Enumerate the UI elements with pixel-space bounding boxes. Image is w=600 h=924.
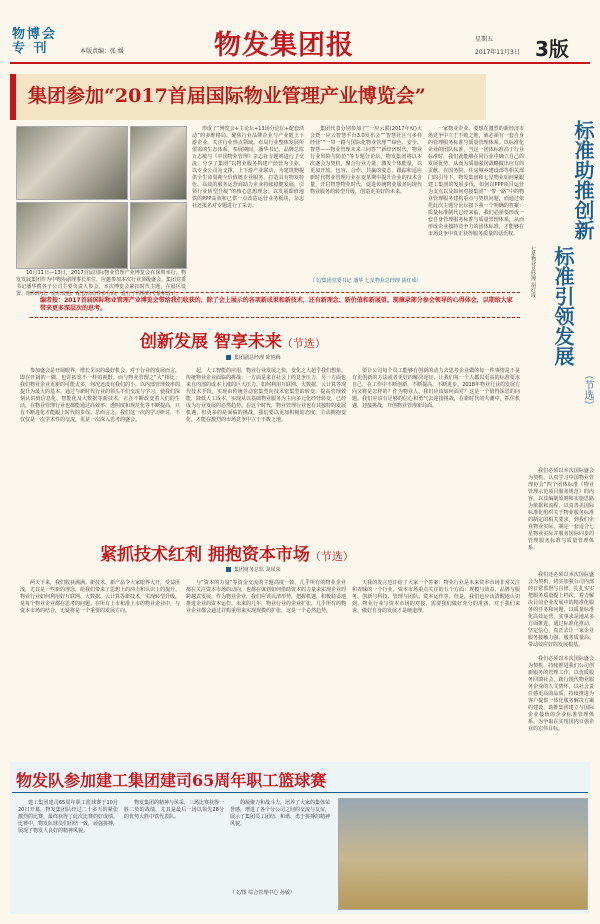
lead-col-3-credit: （文/集团党委书记 潘华 七星物业总经理 胡红成） (310, 278, 422, 284)
abstract-rule-top (30, 292, 520, 293)
weekday: 星期五 (475, 36, 494, 43)
section-b-suffix: （节选） (309, 550, 354, 563)
lead-col-3: 集团代表分别参加了“一应云联(2017年度)大会暨一应云智慧平台3.0发布会”“智慧社区与多样经营”“一带一路与国际化物业管理”“绿色、安全、智慧——物业管理未来三问答”“新经济时代，物业行业风险与防范”等专题分论坛。物发集团将以本次盛会为契机，聚合行业力量，激发个体能量，以更加开放、包容、合作、共赢的姿态，跟踪和适应新时代物业管理行业在变革期中提升企业的技术含量，开启智慧物业时代，促进传统物业服务向现代物业服务的转型升级，创造更美好的未来。 (310, 126, 422, 195)
section-a-byline: 集团副总经理 欧艳梅 (226, 354, 281, 361)
editor-credit: 本版责编：张 媛 (80, 48, 124, 55)
lead-col-4: 一家物业企业，要想在激烈的新经济市场竞争中立于不败之地，就必须有一套自身的管理服务标准与质量管理体系。以标准化企业的团队标准，当这一团体标准高于行业标准时，我们就能够在同行业中确立自己的发展优势，从而为质量强国战略做出应有的贡献。在国务院、住房城乡建设部等相关部门的引导下，物发集团和七星物业如何紧跟建工集团的发展步伐，如何以PPP项目运营为支点以及如何对接集团“一带一路”中的物业管理服务建构重点与契机问题，而通过依托此次主题分论坛接下我一个明确的答案：质量标准制代已经来临，我们必须要形成一套自身管理服务标准与质量管理体系，从而形成企业独特竞争力的团体标准，才能够在市场竞争中真正获得服务质量的话语权。 (428, 126, 524, 237)
section-name: 物博会 专 刊 (12, 27, 58, 56)
section-a-heading (140, 327, 440, 352)
page-number: 3版 (535, 37, 569, 61)
section-b-heading (100, 540, 500, 565)
section-b-col-1: 两天下来，我们收获满满。新技术、新产品令大家眼界大开，受益匪浅，尤其是一些新的理念，给我们带来了思想上的冲击和认识上的提升。物业行业如何利用好互联网、大数据、云计算等新技术，实现转型升级，是每个物业企业都在思考的问题。在所有上市和准上市的物业企业中，与资本市场的结合，无疑将是一个重要的发展方向。 (20, 580, 181, 614)
bottom-rule (12, 792, 588, 793)
bottom-col-3: 的凝聚力和战斗力，培养了大家的集体荣誉感，增进了各个分公司之间的交流与友谊，展示了集团员工团结、和谐、勇于拼搏的精神风貌。 (230, 800, 331, 827)
header-rule (10, 62, 590, 64)
abstract-rule-bottom (30, 317, 520, 318)
section-b-col-3: 天我的发言也许给了大家一个答案：物业行业是未来资本市场非常关注和青睐的一个行业。资本市场重点关注的五个方面：规模与效益、品牌与服务、创新与科技、管理与团队、资本运作等。但是，我们也应该清醒地认识到，物业行业与资本市场的对接，需要我们做好充分的准备，对于我们来说，做好自身的发展才是硬道理。 (352, 580, 520, 614)
section-b-col-2: 与“资本的力量”等资金交流的主题高度一致。几乎所有的物业企业都在关注资本市场的动向，也都在谋划如何借助资本的力量来实现企业的跨越式发展。作为物业企业，我们应该认清形势，把握机遇，积极稳妥地推进企业的资本运作。未来的几年，物业行业的企业扩张，几乎所有的物业企业都会通过并购重组来实现规模的扩张，这是一个必然趋势。 (186, 580, 347, 614)
section-a-suffix: （节选） (281, 337, 326, 350)
bottom-col-1: 建工集团建司65周年职工篮球赛于10月20日开幕。物发集团队经过二十多天的紧张激烈的比赛，最终获得了此次比赛的好成绩。比赛中，物发队球员们团结一致，顽强拼搏，展现了物发人良好的精神风貌。 (18, 800, 119, 834)
basketball-team-photo (338, 798, 588, 910)
section-b-title: 紧抓技术红利 拥抱资本市场 (100, 545, 310, 565)
section-a-col-1: 参加盛会是开阔眼界，增长见识的最好机会。对于行业的发展而言，即在开阔的一隅，也许拓宽不一样的视野。而与物业管理之“大”相比：我们物业企业更新的可能太多，何况还没有我们的小，以内部管理效率的提升为最大的基本。通过与新时代行业的领头羊们交流与学习，使我们深刻认识到信息化、智能化及大数据等新技术，正在不断改变着人们的生活，在物业管理行业也都能通过高效率、透明度和规范化等不断提高，只有不断进化才能跟上时代的步伐。总而言之，我们这一次的学习研讨，不仅仅是一次学术性的交流，更是一次深入思考的盛会。 (20, 368, 181, 423)
bottom-credit: （文/图 综合管理中心 孙敏） (230, 890, 295, 896)
right-subtitle: （节选） (582, 370, 593, 410)
square-bullet-icon (226, 567, 231, 572)
lead-photo-people (130, 126, 187, 200)
square-bullet-icon (226, 355, 231, 360)
section-b-byline: 集团财务总监 龙凤荣 (226, 566, 281, 573)
lead-photo-stage (130, 202, 187, 269)
newspaper-logo: 物发集团报 (214, 30, 354, 61)
right-body-1: 我们必须以本次国际盛会为契机，认真学习中国物业管理协会“四个团体标准《物业管理示范项目服务规范》的内容，以其编制原则和实施思路为依据和流程，以真善美国际标准化组织关于物业服务标准的制定的相关要求，到我们企业物业实际，制定一套适合七星物业实际并服务国际同步的管理服务标准与质量管理体系。 (528, 468, 594, 551)
lead-photo-hall (16, 202, 128, 269)
lead-col-2: 形成了“博览会+主论坛+13场分论坛+配套活动”的多维格局。聚焦行业品牌企业与产业链上下游企业，关注行业热点领域。布局行业整体发展所依需的生态体系。参展期间，潘华书记、品牌总监万志敏与《中国物业管理》杂志社专题则进行了交流，分享了集团“以物业服务构建产经营为主业，以专业公司为支撑，上下游产业联动，为建筑物提供全生命周期全价值链专业服务，打造具有物发特色、高效的服务运营商助力企业持续稳健发展，引领行业转型升级”的核心思想理念；以发展即值地铁的PPP高效和已供一点改造运营业务板块，杂志社还报名对专题进行了采访。 (192, 126, 304, 209)
section-a-col-2: 起，人工智能的应用，物业行业发展之快，变化之大超乎我们想象。传统物业企业面临的挑战：一方面是来自社会上的竞争压力，另一方面也来自内部的成本上涨的巨大压力。如何利用互联网、大数据、云计算等现代技术手段，实现由传统劳动密集型向技术密集型的转变，提高管理效能，降低人工成本，实现从以基础物业服务为主向多元化经营转变，已经成为行业发展的必然趋势。在这个时代，物业管理行业也有其独特的发展机遇，但更多的是面临的挑战，我们要以更加积极的态度，主动拥抱变化，才能在激烈的市场竞争中立于不败之地。 (186, 368, 347, 423)
right-body-intro (528, 368, 578, 458)
section-a-title: 创新发展 智享未来 (140, 332, 282, 352)
right-body-3: 我们必须以本次国际盛会为契机，持续推进我们公司创新服务的管理工作，以优质服务回馈社会，践行现代物业服务企业的人文情怀，以社会责任感更高的品质，持续推进为客户提供一体化服务解决方案的建设，助推集团建立与国际企业接轨的企业标准管理体系，为争取在实现国内百强企业的宏伟目标。 (528, 656, 594, 732)
editor-note: 编者按：2017首届国际物业管理产业博览会带给我们收获的，除了会上展示的各项新成果和新技术，还有新理念、新价值和新展望。现摘录部分参会领导的心得体会，以期给大家带来更多深层次的思考。 (40, 297, 513, 312)
right-author: 七星物业总经理 胡红成 (530, 246, 536, 298)
right-body-2: 我们还必须以本次国际盛会为契机，切实加强公司内部的日常监督与自律，扎扎实实把服务质量提上档次，着力解决目前企业发展中的精准化服务的任务和问题，以质量标准化高效运营，实事求是地从多方面推进，通过标准化推动，坚定信心，真正去让一家企业服务接触力强、服务质量高、带动效应好的发展根基。 (528, 572, 594, 648)
lead-col-1: 10月11日—13日，2017首届国际物业管理产业博览会在深圳举行。物发发展集团作为中物协副理事长单位，应邀参加本次行业顶级盛会。集团党委书记潘华携各子公司主要负责人参会。本次博览会紧扣时代主题，在展区设置、组织形式、论坛议题、配套活动等多方面，进行了周密的考量和设计。 (16, 270, 187, 297)
bottom-col-2: 物发集团的精神与风采，三场比赛获得一胜二负的战绩，尤其是最后一场以领先28分的优势大胜中铁代表队。 (124, 800, 225, 820)
section-a-col-3: 要让公司每个员工能够有创新的动力去思考企业做的每一件事情是不是有更创新的方法或者更好的解决途径，让我们每一个人都以更高的标准要求自己，在工作中不断创新，不断提高，不断进步。2018年物业行业的发展方向又将是怎样的？作为物业人，我们应该如何面对？这是一个值得深思的问题。我们应该有足够的信心和勇气去迎接挑战，在新时代的大潮中，抓住机遇，迎接挑战，开创物业管理新局面。 (352, 368, 520, 409)
right-title-2: 标准引领发展 (551, 246, 575, 366)
lead-title: 集团参加“2017首届国际物业管理产业博览会” (28, 85, 426, 107)
right-title-1: 标准助推创新 (571, 120, 595, 240)
issue-date: 2017年11月3日 (475, 49, 520, 56)
bottom-title: 物发队参加建工集团建司65周年职工篮球赛 (16, 771, 327, 790)
lead-photo-booth (16, 126, 128, 200)
